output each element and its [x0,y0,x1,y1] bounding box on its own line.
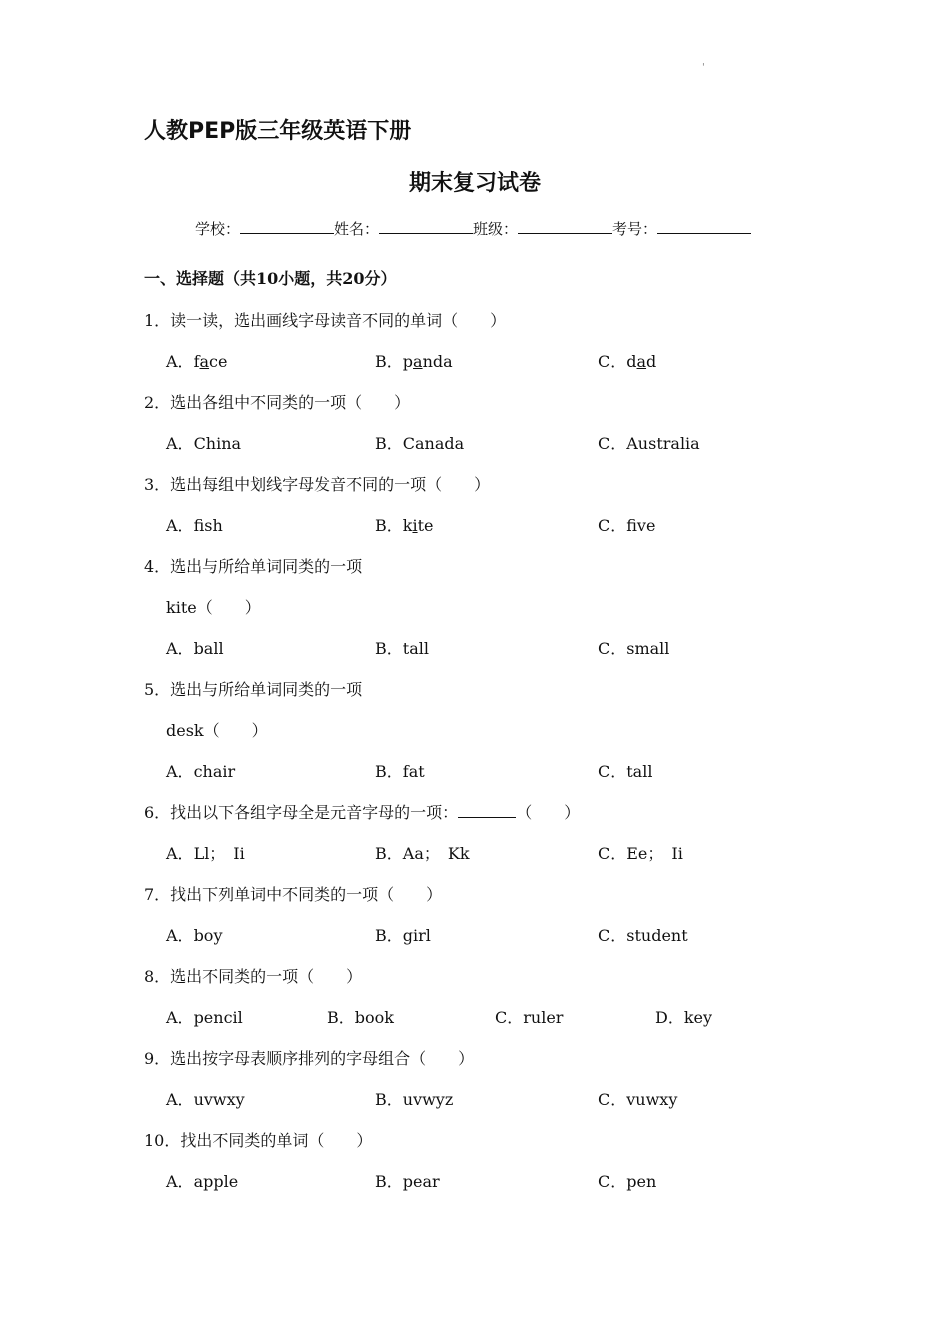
option-c[interactable] [598,1087,677,1110]
option-a[interactable] [166,841,245,864]
question-text [144,882,442,905]
option-text: Aa； Kk [402,844,470,863]
option-b[interactable] [375,636,429,659]
option-label: B． [375,762,403,781]
option-label: C． [598,1172,627,1191]
option-label: C． [598,434,627,453]
option-label: A． [166,1090,194,1109]
option-text: tall [402,639,429,658]
option-b[interactable] [375,431,464,454]
option-text: f [193,516,205,535]
option-b[interactable] [375,513,434,536]
option-text-rest: d [646,352,657,371]
option-text: girl [402,926,431,945]
question-stem: 8．选出不同类的一项（ ） [144,967,363,986]
exam-no-blank[interactable] [657,219,751,234]
question-stem: 1．读一读，选出画线字母读音不同的单词（ ） [144,311,507,330]
option-label: C． [598,639,627,658]
question-stem: 2．选出各组中不同类的一项（ ） [144,393,411,412]
answer-blank[interactable] [458,803,516,818]
option-label: D． [655,1008,684,1027]
option-d[interactable] [655,1005,712,1028]
option-label: C． [598,844,627,863]
question-stem: 7．找出下列单词中不同类的一项（ ） [144,885,443,904]
question-text [144,472,490,495]
option-label: C． [495,1008,524,1027]
option-label: C． [598,762,627,781]
option-text: f [626,516,637,535]
option-text: uvwyz [402,1090,454,1109]
question-text [144,677,362,700]
name-label: 姓名： [334,220,380,238]
option-label: B． [375,1172,403,1191]
option-text: vuwxy [626,1090,678,1109]
option-label: C． [598,1090,627,1109]
option-a[interactable] [166,513,223,536]
option-text: China [193,434,242,453]
question-text [144,308,506,331]
option-label: C． [598,516,627,535]
option-text: small [626,639,670,658]
option-label: A． [166,844,194,863]
option-text: k [402,516,413,535]
question-text [144,554,362,577]
option-text: Ll； Ii [193,844,245,863]
option-b[interactable] [375,1169,440,1192]
exam-no-label: 考号： [612,220,658,238]
option-label: B． [327,1008,355,1027]
question-text [144,1128,372,1151]
option-label: A． [166,1172,194,1191]
option-a[interactable] [166,349,227,372]
option-text: pear [402,1172,440,1191]
option-a[interactable] [166,759,235,782]
option-b[interactable] [375,759,425,782]
option-b[interactable] [375,1087,453,1110]
option-text: pencil [193,1008,243,1027]
option-text-rest: sh [204,516,223,535]
option-label: B． [375,926,403,945]
option-text: d [626,352,637,371]
option-text: key [683,1008,713,1027]
question-stem: 6．找出以下各组字母全是元音字母的一项： [144,803,459,822]
given-word: kite（ ） [166,598,261,617]
option-label: A． [166,762,194,781]
class-blank[interactable] [518,219,612,234]
question-stem: 4．选出与所给单词同类的一项 [144,557,363,576]
school-blank[interactable] [240,219,334,234]
option-text-rest: ce [209,352,228,371]
option-text-rest: te [417,516,434,535]
option-c[interactable] [598,759,652,782]
option-label: A． [166,639,194,658]
school-label: 学校： [195,220,241,238]
option-label: B． [375,516,403,535]
option-text: student [626,926,688,945]
answer-paren: （ ） [516,803,581,822]
question-stem: 3．选出每组中划线字母发音不同的一项（ ） [144,475,491,494]
underlined-letter: a [199,352,210,371]
page-subtitle: 期末复习试卷 [408,171,541,196]
option-text-rest: ve [636,516,656,535]
page-title: 人教PEP版三年级英语下册 [144,119,412,144]
question-stem: 5．选出与所给单词同类的一项 [144,680,363,699]
corner-mark: ' [702,62,705,73]
option-text: book [354,1008,394,1027]
option-label: A． [166,516,194,535]
option-label: B． [375,352,403,371]
option-label: B． [375,1090,403,1109]
option-text: tall [626,762,653,781]
option-text: ball [193,639,224,658]
question-stem: 10．找出不同类的单词（ ） [144,1131,373,1150]
question-text [144,390,410,413]
option-b[interactable] [375,349,453,372]
section-heading: 一、选择题（共10小题，共20分） [144,269,397,288]
option-c[interactable] [598,923,688,946]
option-text: Ee； Ii [626,844,683,863]
option-text: uvwxy [193,1090,245,1109]
option-text: boy [193,926,223,945]
option-text: Australia [626,434,700,453]
option-a[interactable] [166,1005,243,1028]
option-text: p [402,352,414,371]
option-text: chair [193,762,236,781]
option-text-rest: nda [422,352,453,371]
option-c[interactable] [598,841,683,864]
option-c[interactable] [495,1005,563,1028]
option-b[interactable] [327,1005,394,1028]
option-label: A． [166,352,194,371]
underlined-letter: i [412,516,418,535]
option-c[interactable] [598,636,669,659]
option-a[interactable] [166,636,224,659]
option-text: Canada [402,434,465,453]
option-text: ruler [523,1008,564,1027]
option-text: pen [626,1172,657,1191]
option-label: C． [598,926,627,945]
option-c[interactable] [598,1169,656,1192]
class-label: 班级： [473,220,519,238]
option-a[interactable] [166,431,241,454]
question-text [144,800,580,823]
student-info-line [195,218,751,239]
option-label: B． [375,639,403,658]
option-label: B． [375,844,403,863]
option-label: A． [166,434,194,453]
question-text [144,964,362,987]
question-stem: 9．选出按字母表顺序排列的字母组合（ ） [144,1049,475,1068]
underlined-letter: a [413,352,423,371]
option-b[interactable] [375,841,470,864]
option-c[interactable] [598,349,656,372]
option-text: f [193,352,200,371]
question-text [144,1046,474,1069]
option-a[interactable] [166,1087,245,1110]
option-label: C． [598,352,627,371]
name-blank[interactable] [379,219,473,234]
option-text: fat [402,762,425,781]
option-label: A． [166,1008,194,1027]
option-a[interactable] [166,1169,238,1192]
option-label: B． [375,434,403,453]
option-label: A． [166,926,194,945]
option-c[interactable] [598,513,655,536]
option-c[interactable] [598,431,700,454]
option-a[interactable] [166,923,222,946]
given-word: desk（ ） [166,721,268,740]
option-b[interactable] [375,923,431,946]
underlined-letter: a [636,352,647,371]
option-text: apple [193,1172,239,1191]
